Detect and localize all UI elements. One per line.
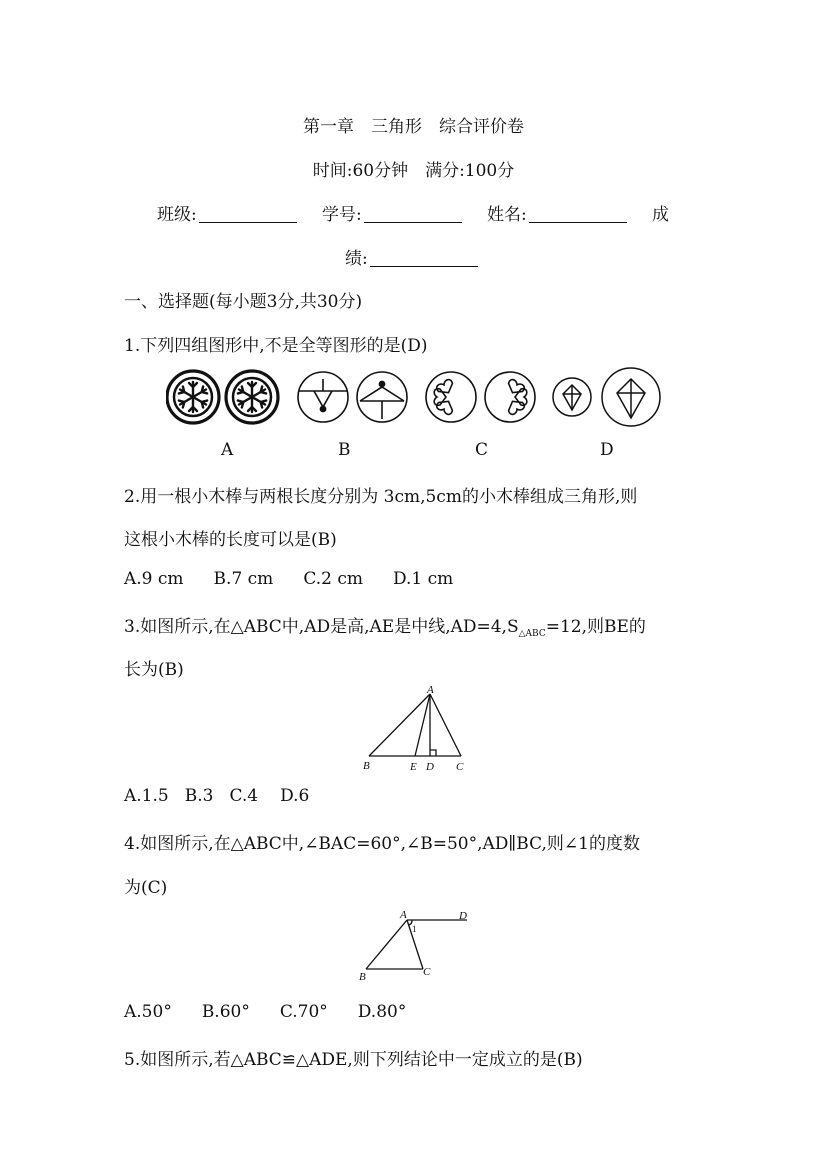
q3-stem-line2: 长为(B) [124, 660, 184, 680]
name-blank[interactable] [529, 206, 627, 223]
q2-stem-line2: 这根小木棒的长度可以是(B) [124, 530, 337, 550]
id-label: 学号: [322, 205, 362, 225]
name-label: 姓名: [487, 205, 527, 225]
page-title: 第一章 三角形 综合评价卷 [303, 117, 524, 137]
score-label-part1: 成 [652, 205, 669, 225]
q1-figure-d [552, 366, 664, 428]
hearts-pair-icon [424, 369, 540, 425]
q4-options [124, 1002, 436, 1022]
q4-stem-line1: 4.如图所示,在△ABC中,∠BAC=60°,∠B=50°,AD∥BC,则∠1的度数 [124, 834, 640, 854]
score-blank[interactable] [370, 250, 478, 267]
q4-option-d[interactable]: D.80° [357, 1002, 407, 1022]
q4-vertex-a: A [400, 909, 407, 921]
q3-option-d[interactable]: D.6 [280, 786, 310, 806]
q3-point-d: D [426, 761, 434, 773]
q4-option-b[interactable]: B.60° [201, 1002, 250, 1022]
q4-vertex-b: B [359, 971, 366, 983]
q2-option-d[interactable]: D.1 cm [392, 569, 454, 589]
section-heading: 一、选择题(每小题3分,共30分) [124, 292, 363, 312]
q3-vertex-b: B [363, 760, 370, 772]
q1-label-d: D [600, 440, 614, 460]
q3-point-e: E [410, 761, 417, 773]
q4-point-d: D [459, 910, 467, 922]
q1-label-a: A [221, 440, 234, 460]
q2-option-b[interactable]: B.7 cm [213, 569, 274, 589]
q4-option-c[interactable]: C.70° [279, 1002, 328, 1022]
q3-option-b[interactable]: B.3 [184, 786, 214, 806]
q3-stem-part2: =12,则BE的 [545, 617, 646, 637]
id-field[interactable] [322, 200, 462, 225]
q1-stem: 1.下列四组图形中,不是全等图形的是(D) [124, 336, 428, 356]
kite-pair-icon [552, 366, 664, 428]
score-label-part2: 绩: [345, 249, 368, 269]
score-field[interactable] [345, 244, 478, 269]
q4-stem-line2: 为(C) [124, 878, 168, 898]
q3-option-c[interactable]: C.4 [229, 786, 259, 806]
class-blank[interactable] [199, 206, 297, 223]
q4-option-a[interactable]: A.50° [124, 1002, 172, 1022]
q2-stem-line1: 2.用一根小木棒与两根长度分别为 3cm,5cm的小木棒组成三角形,则 [124, 487, 638, 507]
q1-label-c: C [475, 440, 489, 460]
umbrella-pair-icon [296, 369, 412, 425]
q4-triangle-figure [355, 906, 475, 991]
q2-option-a[interactable]: A.9 cm [124, 569, 184, 589]
q4-angle-1-label: 1 [412, 924, 417, 934]
q4-vertex-c: C [423, 966, 431, 978]
q1-figure-a [166, 369, 282, 425]
q3-stem-part1: 3.如图所示,在△ABC中,AD是高,AE是中线,AD=4,S [124, 617, 519, 637]
class-field[interactable] [157, 200, 297, 225]
q1-label-b: B [338, 440, 351, 460]
name-field[interactable] [487, 200, 627, 225]
id-blank[interactable] [364, 206, 462, 223]
q3-triangle-figure [360, 684, 475, 781]
q3-stem-line1 [124, 612, 646, 637]
q2-options [124, 569, 483, 589]
triangle-altitude-figure [360, 684, 475, 776]
q2-option-c[interactable]: C.2 cm [303, 569, 363, 589]
q3-option-a[interactable]: A.1.5 [124, 786, 169, 806]
q3-vertex-c: C [456, 761, 464, 773]
snowflake-pair-icon [166, 369, 282, 425]
time-info: 时间:60分钟 满分:100分 [312, 161, 515, 181]
q5-stem: 5.如图所示,若△ABC≌△ADE,则下列结论中一定成立的是(B) [124, 1050, 583, 1070]
q3-vertex-a: A [427, 684, 434, 696]
q1-figure-b [296, 369, 412, 425]
q3-options [124, 786, 339, 806]
triangle-parallel-figure [355, 906, 475, 986]
q1-figure-c [424, 369, 540, 425]
q3-stem-subscript: △ABC [518, 629, 546, 639]
class-label: 班级: [157, 205, 197, 225]
